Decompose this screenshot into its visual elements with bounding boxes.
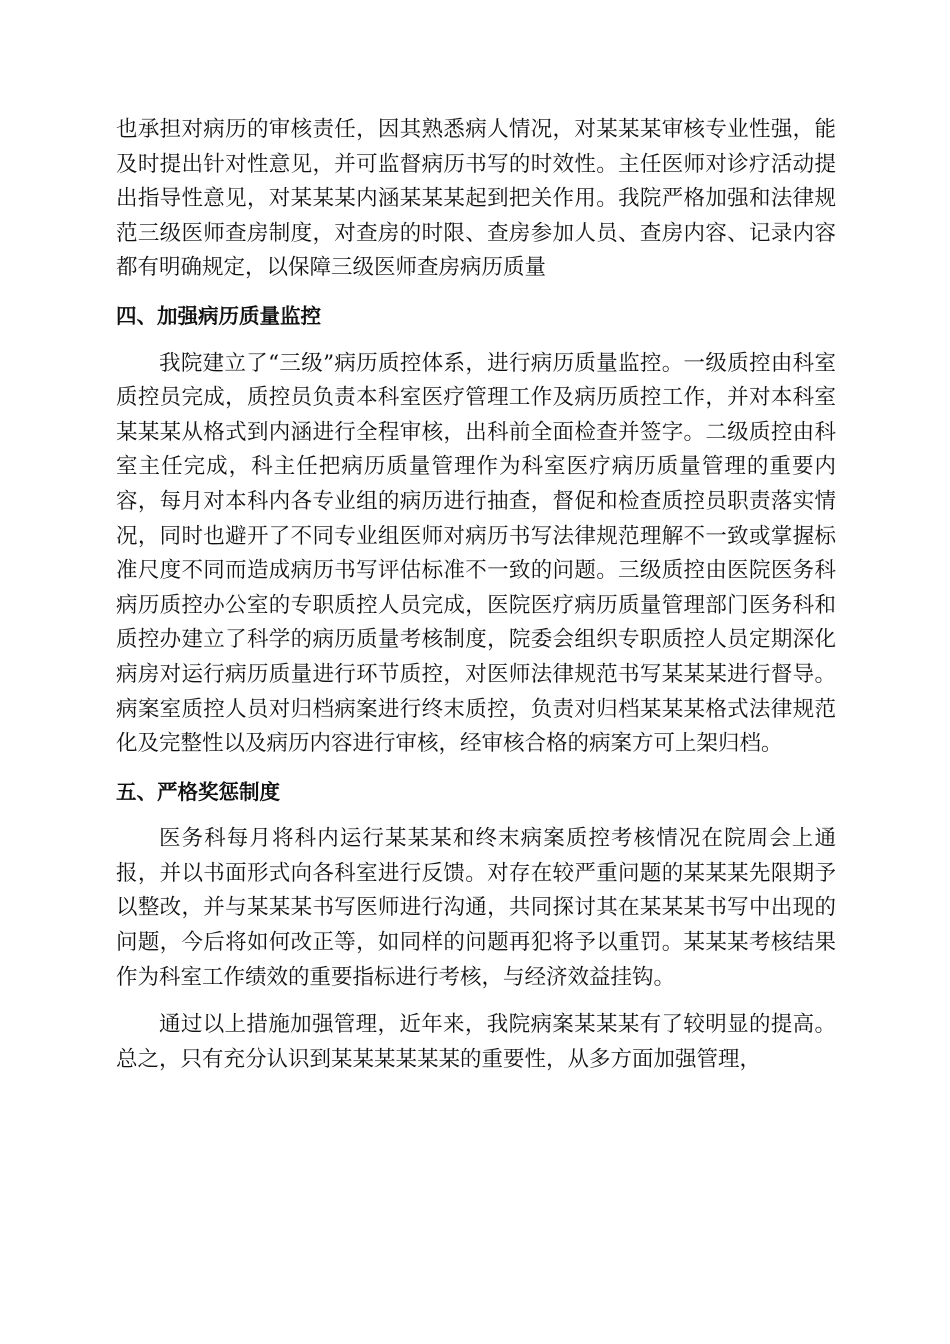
paragraph-review-duties: 也承担对病历的审核责任，因其熟悉病人情况，对某某某审核专业性强，能及时提出针对性意见，并可监督病历书写的时效性。主任医师对诊疗活动提出指导性意见，对某某某内涵某某某起到把关作用。我院严格加强和法律规范三级医师查房制度，对查房的时限、查房参加人员、查房内容、记录内容都有明确规定，以保障三级医师查房病历质量 — [116, 117, 836, 281]
heading-reward-punishment: 五、严格奖惩制度 — [116, 779, 280, 804]
document-page — [116, 113, 836, 1077]
paragraph-monthly-report: 医务科每月将科内运行某某某和终末病案质控考核情况在院周会上通报，并以书面形式向各科室进行反馈。对存在较严重问题的某某某先限期予以整改，并与某某某书写医师进行沟通，共同探讨其在某某某书写中出现的问题，今后将如何改正等，如同样的问题再犯将予以重罚。某某某考核结果作为科室工作绩效的重要指标进行考核，与经济效益挂钩。 — [116, 826, 836, 990]
paragraph-three-level-qc: 我院建立了“三级”病历质控体系，进行病历质量监控。一级质控由科室质控员完成，质控员负责本科室医疗管理工作及病历质控工作，并对本科室某某某从格式到内涵进行全程审核，出科前全面检查并签字。二级质控由科室主任完成，科主任把病历质量管理作为科室医疗病历质量管理的重要内容，每月对本科内各专业组的病历进行抽查，督促和检查质控员职责落实情况，同时也避开了不同专业组医师对病历书写法律规范理解不一致或掌握标准尺度不同而造成病历书写评估标准不一致的问题。三级质控由医院医务科病历质控办公室的专职质控人员完成，医院医疗病历质量管理部门医务科和质控办建立了科学的病历质量考核制度，院委会组织专职质控人员定期深化病房对运行病历质量进行环节质控，对医师法律规范书写某某某进行督导。病案室质控人员对归档病案进行终末质控，负责对归档某某某格式法律规范化及完整性以及病历内容进行审核，经审核合格的病案方可上架归档。 — [116, 350, 836, 757]
heading-quality-monitoring: 四、加强病历质量监控 — [116, 303, 321, 328]
paragraph-conclusion: 通过以上措施加强管理，近年来，我院病案某某某有了较明显的提高。总之，只有充分认识到某某某某某某的重要性，从多方面加强管理， — [116, 1012, 836, 1072]
